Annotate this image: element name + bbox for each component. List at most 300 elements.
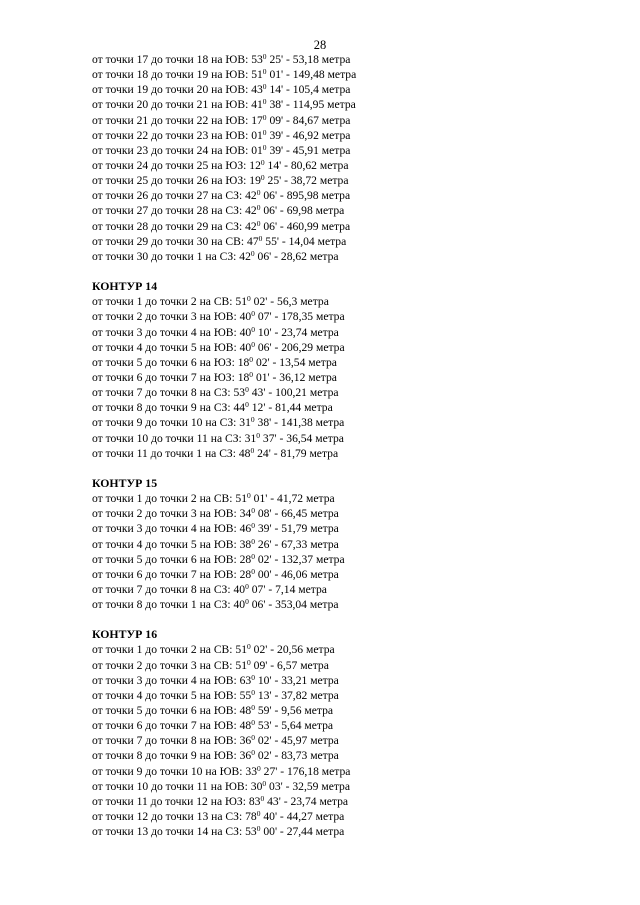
to-point: 2 xyxy=(190,643,197,657)
bearing-line: от точки 11 до точки 1 на СЗ: $48^0$ 24' - 81,79 метра xyxy=(92,445,339,460)
bearing-line: от точки 17 до точки 18 на ЮВ: $53^0$ 25' - 53,18 метра xyxy=(92,52,351,66)
direction: ЮЗ xyxy=(225,158,244,172)
from-point: 21 xyxy=(136,113,149,127)
distance: 44,27 xyxy=(286,810,313,824)
degree-mark: 0 xyxy=(245,400,249,410)
bearing-line: от точки 9 до точки 10 на ЮВ: $33^0$ 27' - 176,18 метра xyxy=(92,763,351,778)
bearing-line: от точки 8 до точки 9 на ЮВ: $36^0$ 02' - 83,73 метра xyxy=(92,748,339,763)
from-point: 6 xyxy=(136,719,143,733)
direction: ЮВ xyxy=(225,113,246,127)
degree-mark: 0 xyxy=(245,597,249,607)
from-point: 2 xyxy=(136,658,143,672)
to-point: 28 xyxy=(196,204,209,218)
degrees: 53 xyxy=(245,825,257,839)
minutes: 59 xyxy=(257,704,270,718)
from-point: 2 xyxy=(136,507,143,521)
to-point: 20 xyxy=(196,83,209,97)
to-point: 10 xyxy=(190,416,203,430)
page-number: 28 xyxy=(313,38,327,52)
to-point: 5 xyxy=(190,340,197,354)
from-point: 28 xyxy=(136,219,149,233)
bearing-line: от точки 2 до точки 3 на СВ: $51^0$ 09' - 6,57 метра xyxy=(92,657,329,672)
minutes: 00 xyxy=(257,567,270,581)
to-point: 30 xyxy=(196,234,209,248)
bearing-line: от точки 3 до точки 4 на ЮВ: $46^0$ 39' - 51,79 метра xyxy=(92,521,339,536)
from-point: 4 xyxy=(136,537,143,551)
to-point: 12 xyxy=(196,794,208,808)
to-point: 4 xyxy=(190,325,197,339)
bearing-line: от точки 7 до точки 8 на СЗ: $53^0$ 43' - 100,21 метра xyxy=(92,385,339,400)
minutes: 02 xyxy=(257,734,270,748)
to-point: 10 xyxy=(190,764,203,778)
direction: ЮВ xyxy=(213,537,234,551)
direction: ЮВ xyxy=(213,340,234,354)
minutes: 10 xyxy=(257,325,270,339)
direction: ЮВ xyxy=(213,719,234,733)
distance: 36,12 xyxy=(279,370,306,384)
degrees: 36 xyxy=(239,734,252,748)
distance: 23,74 xyxy=(281,325,308,339)
direction: ЮВ xyxy=(213,567,234,581)
minutes: 09 xyxy=(253,658,266,672)
minutes: 08 xyxy=(257,507,270,521)
distance: 460,99 xyxy=(286,219,319,233)
degrees: 18 xyxy=(237,370,250,384)
to-point: 29 xyxy=(196,219,209,233)
minutes: 14 xyxy=(269,83,282,97)
degrees: 43 xyxy=(251,83,263,97)
direction: ЮВ xyxy=(225,143,246,157)
degrees: 63 xyxy=(239,673,252,687)
minutes: 25 xyxy=(269,53,282,66)
degrees: 53 xyxy=(233,386,246,400)
degree-mark: 0 xyxy=(256,218,261,228)
from-point: 7 xyxy=(136,734,143,748)
degrees: 38 xyxy=(239,537,252,551)
degree-mark: 0 xyxy=(262,142,267,152)
bearing-line: от точки 8 до точки 9 на СЗ: $44^0$ 12' - 81,44 метра xyxy=(92,400,333,415)
minutes: 06 xyxy=(251,598,264,612)
minutes: 38 xyxy=(257,416,270,430)
direction: СЗ xyxy=(225,825,239,839)
from-point: 7 xyxy=(136,386,143,400)
minutes: 26 xyxy=(257,537,270,551)
minutes: 01 xyxy=(253,492,266,506)
from-point: 11 xyxy=(136,794,148,808)
distance: 28,62 xyxy=(280,249,307,263)
from-point: 23 xyxy=(136,143,149,157)
minutes: 06 xyxy=(257,249,270,263)
distance: 7,14 xyxy=(275,582,296,596)
from-point: 10 xyxy=(136,779,149,793)
direction: СЗ xyxy=(213,598,228,612)
to-point: 11 xyxy=(196,431,208,445)
degree-mark: 0 xyxy=(247,642,251,652)
to-point: 19 xyxy=(196,68,209,82)
to-point: 7 xyxy=(190,567,197,581)
bearing-line: от точки 4 до точки 5 на ЮВ: $38^0$ 26' - 67,33 метра xyxy=(92,536,339,551)
bearing-line: от точки 19 до точки 20 на ЮВ: $43^0$ 14' - 105,4 метра xyxy=(92,82,351,97)
direction: ЮВ xyxy=(213,688,234,702)
from-point: 10 xyxy=(136,431,149,445)
to-point: 2 xyxy=(190,492,197,506)
from-point: 6 xyxy=(136,567,143,581)
from-point: 27 xyxy=(136,204,149,218)
direction: СЗ xyxy=(225,219,239,233)
from-point: 3 xyxy=(136,325,143,339)
degree-mark: 0 xyxy=(251,551,255,561)
degree-mark: 0 xyxy=(247,491,251,501)
to-point: 4 xyxy=(190,673,197,687)
degrees: 28 xyxy=(239,567,252,581)
degree-mark: 0 xyxy=(247,294,251,304)
direction: ЮВ xyxy=(213,507,234,521)
degree-mark: 0 xyxy=(260,173,265,183)
degree-mark: 0 xyxy=(260,793,265,803)
direction: ЮВ xyxy=(225,128,246,142)
direction: ЮВ xyxy=(213,704,234,718)
minutes: 02 xyxy=(253,643,266,657)
direction: СЗ xyxy=(219,416,234,430)
degrees: 42 xyxy=(245,219,257,233)
bearing-line: от точки 12 до точки 13 на СЗ: $78^0$ 40' - 44,27 метра xyxy=(92,809,345,824)
degree-mark: 0 xyxy=(245,385,249,395)
contour-heading: КОНТУР 14 xyxy=(92,279,158,294)
from-point: 13 xyxy=(136,825,149,839)
bearing-line: от точки 5 до точки 6 на ЮЗ: $18^0$ 02' - 13,54 метра xyxy=(92,354,337,369)
degree-mark: 0 xyxy=(251,718,255,728)
distance: 80,62 xyxy=(290,158,317,172)
to-point: 2 xyxy=(190,295,197,309)
distance: 45,97 xyxy=(281,734,308,748)
direction: СЗ xyxy=(213,582,228,596)
contour-heading: КОНТУР 15 xyxy=(92,475,158,490)
bearing-line: от точки 1 до точки 2 на СВ: $51^0$ 01' - 41,72 метра xyxy=(92,491,335,506)
bearing-line: от точки 20 до точки 21 на ЮВ: $41^0$ 38' - 114,95 метра xyxy=(92,97,356,112)
direction: ЮВ xyxy=(225,53,246,66)
degrees: 51 xyxy=(235,492,248,506)
degree-mark: 0 xyxy=(249,369,254,379)
from-point: 26 xyxy=(136,189,149,203)
degrees: 33 xyxy=(245,764,257,778)
direction: СВ xyxy=(213,295,230,309)
degrees: 40 xyxy=(239,310,252,324)
degree-mark: 0 xyxy=(251,703,255,713)
distance: 20,56 xyxy=(277,643,304,657)
degree-mark: 0 xyxy=(249,354,254,364)
degrees: 51 xyxy=(235,643,248,657)
to-point: 6 xyxy=(190,355,197,369)
minutes: 09 xyxy=(269,113,282,127)
degree-mark: 0 xyxy=(251,309,255,319)
degrees: 01 xyxy=(251,128,263,142)
bearing-line: от точки 1 до точки 2 на СВ: $51^0$ 02' - 20,56 метра xyxy=(92,642,335,657)
degrees: 44 xyxy=(233,401,246,415)
direction: ЮЗ xyxy=(225,794,243,808)
minutes: 39 xyxy=(269,128,282,142)
minutes: 07 xyxy=(257,310,270,324)
degree-mark: 0 xyxy=(262,778,267,788)
to-point: 1 xyxy=(196,249,203,263)
from-point: 30 xyxy=(136,249,149,263)
degrees: 40 xyxy=(233,598,246,612)
distance: 36,54 xyxy=(286,431,313,445)
distance: 5,64 xyxy=(281,719,302,733)
direction: ЮЗ xyxy=(225,174,244,188)
degrees: 47 xyxy=(247,234,259,248)
degrees: 31 xyxy=(239,416,251,430)
to-point: 3 xyxy=(190,658,197,672)
direction: ЮВ xyxy=(213,325,234,339)
degrees: 01 xyxy=(251,143,263,157)
from-point: 9 xyxy=(136,764,143,778)
to-point: 5 xyxy=(190,537,197,551)
distance: 149,48 xyxy=(292,68,325,82)
bearing-line: от точки 25 до точки 26 на ЮЗ: $19^0$ 25' - 38,72 метра xyxy=(92,173,349,188)
degrees: 42 xyxy=(245,189,257,203)
degrees: 51 xyxy=(235,295,248,309)
degree-mark: 0 xyxy=(247,657,251,667)
bearing-line: от точки 5 до точки 6 на ЮВ: $48^0$ 59' - 9,56 метра xyxy=(92,703,334,718)
degrees: 78 xyxy=(245,810,257,824)
to-point: 8 xyxy=(190,582,197,596)
direction: ЮВ xyxy=(213,734,234,748)
minutes: 01 xyxy=(269,68,282,82)
section-gap xyxy=(92,612,612,627)
distance: 32,59 xyxy=(292,779,319,793)
from-point: 1 xyxy=(136,295,143,309)
minutes: 00 xyxy=(263,825,275,839)
to-point: 1 xyxy=(190,598,197,612)
from-point: 9 xyxy=(136,416,143,430)
minutes: 06 xyxy=(263,189,275,203)
from-point: 4 xyxy=(136,340,143,354)
bearing-line: от точки 30 до точки 1 на СЗ: $42^0$ 06' - 28,62 метра xyxy=(92,248,339,263)
to-point: 25 xyxy=(196,158,209,172)
section-gap xyxy=(92,264,612,279)
degree-mark: 0 xyxy=(251,748,255,758)
to-point: 13 xyxy=(196,810,209,824)
bearing-line: от точки 10 до точки 11 на ЮВ: $30^0$ 03' - 32,59 метра xyxy=(92,778,351,793)
bearing-line: от точки 10 до точки 11 на СЗ: $31^0$ 37' - 36,54 метра xyxy=(92,430,344,445)
from-point: 1 xyxy=(136,643,143,657)
to-point: 14 xyxy=(196,825,209,839)
bearing-line: от точки 4 до точки 5 на ЮВ: $55^0$ 13' - 37,82 метра xyxy=(92,687,339,702)
bearing-line: от точки 28 до точки 29 на СЗ: $42^0$ 06' - 460,99 метра xyxy=(92,218,351,233)
to-point: 27 xyxy=(196,189,209,203)
degree-mark: 0 xyxy=(262,67,267,77)
minutes: 06 xyxy=(257,340,270,354)
from-point: 29 xyxy=(136,234,149,248)
degree-mark: 0 xyxy=(256,188,261,198)
bearing-line: от точки 27 до точки 28 на СЗ: $42^0$ 06' - 69,98 метра xyxy=(92,203,345,218)
direction: СВ xyxy=(225,234,241,248)
direction: ЮВ xyxy=(225,98,246,112)
bearing-line: от точки 21 до точки 22 на ЮВ: $17^0$ 09' - 84,67 метра xyxy=(92,112,351,127)
minutes: 07 xyxy=(251,582,264,596)
bearing-line: от точки 5 до точки 6 на ЮВ: $28^0$ 02' - 132,37 метра xyxy=(92,551,345,566)
direction: СЗ xyxy=(213,401,228,415)
degree-mark: 0 xyxy=(251,521,255,531)
bearing-line: от точки 26 до точки 27 на СЗ: $42^0$ 06' - 895,98 метра xyxy=(92,188,351,203)
minutes: 55 xyxy=(265,234,277,248)
from-point: 22 xyxy=(136,128,149,142)
minutes: 39 xyxy=(257,522,270,536)
degrees: 17 xyxy=(251,113,263,127)
distance: 23,74 xyxy=(290,794,317,808)
degree-mark: 0 xyxy=(262,112,267,122)
from-point: 19 xyxy=(136,83,149,97)
direction: ЮВ xyxy=(213,522,234,536)
distance: 38,72 xyxy=(290,174,317,188)
degrees: 48 xyxy=(239,704,252,718)
from-point: 17 xyxy=(136,53,149,66)
degrees: 34 xyxy=(239,507,252,521)
bearing-line: от точки 7 до точки 8 на ЮВ: $36^0$ 02' - 45,97 метра xyxy=(92,733,339,748)
bearing-line: от точки 2 до точки 3 на ЮВ: $40^0$ 07' - 178,35 метра xyxy=(92,309,345,324)
bearing-line: от точки 3 до точки 4 на ЮВ: $63^0$ 10' - 33,21 метра xyxy=(92,672,339,687)
bearing-line: от точки 23 до точки 24 на ЮВ: $01^0$ 39' - 45,91 метра xyxy=(92,142,351,157)
from-point: 6 xyxy=(136,370,143,384)
direction: ЮЗ xyxy=(213,370,232,384)
bearing-line: от точки 6 до точки 7 на ЮВ: $48^0$ 53' - 5,64 метра xyxy=(92,718,334,733)
from-point: 5 xyxy=(136,355,143,369)
degrees: 42 xyxy=(239,249,251,263)
degree-mark: 0 xyxy=(257,763,261,773)
bearing-line: от точки 24 до точки 25 на ЮЗ: $12^0$ 14' - 80,62 метра xyxy=(92,157,349,172)
direction: ЮВ xyxy=(213,749,234,763)
distance: 51,79 xyxy=(281,522,308,536)
degree-mark: 0 xyxy=(251,324,255,334)
bearing-line: от точки 6 до точки 7 на ЮЗ: $18^0$ 01' - 36,12 метра xyxy=(92,369,337,384)
distance: 14,04 xyxy=(288,234,315,248)
bearing-line: от точки 22 до точки 23 на ЮВ: $01^0$ 39' - 46,92 метра xyxy=(92,127,351,142)
degrees: 40 xyxy=(239,325,252,339)
distance: 13,54 xyxy=(279,355,306,369)
to-point: 3 xyxy=(190,310,197,324)
from-point: 1 xyxy=(136,492,143,506)
degree-mark: 0 xyxy=(256,809,261,819)
minutes: 03 xyxy=(269,779,281,793)
to-point: 22 xyxy=(196,113,209,127)
to-point: 8 xyxy=(190,734,197,748)
degrees: 51 xyxy=(251,68,263,82)
degree-mark: 0 xyxy=(256,430,261,440)
degree-mark: 0 xyxy=(256,203,261,213)
to-point: 7 xyxy=(190,719,197,733)
from-point: 3 xyxy=(136,673,143,687)
minutes: 43 xyxy=(251,386,264,400)
degree-mark: 0 xyxy=(251,506,255,516)
bearing-line: от точки 29 до точки 30 на СВ: $47^0$ 55' - 14,04 метра xyxy=(92,233,347,248)
bearing-line: от точки 2 до точки 3 на ЮВ: $34^0$ 08' - 66,45 метра xyxy=(92,506,339,521)
minutes: 25 xyxy=(267,174,280,188)
distance: 206,29 xyxy=(281,340,314,354)
degree-mark: 0 xyxy=(262,52,267,61)
degrees: 40 xyxy=(239,340,252,354)
to-point: 3 xyxy=(190,507,197,521)
minutes: 13 xyxy=(257,688,270,702)
bearing-line: от точки 9 до точки 10 на СЗ: $31^0$ 38' - 141,38 метра xyxy=(92,415,345,430)
distance: 84,67 xyxy=(292,113,319,127)
degrees: 30 xyxy=(250,779,263,793)
bearing-line: от точки 18 до точки 19 на ЮВ: $51^0$ 01' - 149,48 метра xyxy=(92,67,357,82)
bearing-line: от точки 6 до точки 7 на ЮВ: $28^0$ 00' - 46,06 метра xyxy=(92,566,339,581)
direction: СЗ xyxy=(225,189,239,203)
minutes: 27 xyxy=(263,764,276,778)
distance: 67,33 xyxy=(281,537,308,551)
direction: ЮВ xyxy=(225,83,246,97)
from-point: 24 xyxy=(136,158,149,172)
minutes: 39 xyxy=(269,143,282,157)
minutes: 43 xyxy=(267,794,279,808)
distance: 33,21 xyxy=(281,673,308,687)
distance: 895,98 xyxy=(286,189,319,203)
from-point: 5 xyxy=(136,552,143,566)
distance: 46,06 xyxy=(281,567,308,581)
degrees: 51 xyxy=(235,658,248,672)
distance: 100,21 xyxy=(275,386,307,400)
degree-mark: 0 xyxy=(251,672,255,682)
to-point: 26 xyxy=(196,174,209,188)
minutes: 37 xyxy=(262,431,275,445)
degrees: 55 xyxy=(239,688,252,702)
degree-mark: 0 xyxy=(245,581,249,591)
from-point: 5 xyxy=(136,704,143,718)
to-point: 6 xyxy=(190,704,197,718)
to-point: 21 xyxy=(196,98,209,112)
minutes: 53 xyxy=(257,719,270,733)
degrees: 18 xyxy=(237,355,250,369)
minutes: 02 xyxy=(253,295,266,309)
degrees: 48 xyxy=(238,446,251,460)
direction: ЮВ xyxy=(225,68,246,82)
degrees: 28 xyxy=(239,552,252,566)
degree-mark: 0 xyxy=(260,157,265,167)
degree-mark: 0 xyxy=(250,248,255,258)
distance: 56,3 xyxy=(277,295,298,309)
from-point: 4 xyxy=(136,688,143,702)
degrees: 36 xyxy=(239,749,252,763)
distance: 53,18 xyxy=(292,53,319,66)
degrees: 42 xyxy=(245,204,257,218)
direction: ЮВ xyxy=(219,764,240,778)
degree-mark: 0 xyxy=(251,733,255,743)
minutes: 06 xyxy=(263,219,275,233)
degree-mark: 0 xyxy=(251,339,255,349)
distance: 83,73 xyxy=(281,749,308,763)
to-point: 6 xyxy=(190,552,197,566)
from-point: 3 xyxy=(136,522,143,536)
contour-heading: КОНТУР 16 xyxy=(92,627,158,642)
minutes: 24 xyxy=(257,446,269,460)
distance: 6,57 xyxy=(277,658,298,672)
direction: ЮВ xyxy=(213,310,234,324)
from-point: 18 xyxy=(136,68,149,82)
direction: СЗ xyxy=(213,386,228,400)
to-point: 4 xyxy=(190,522,197,536)
to-point: 8 xyxy=(190,386,197,400)
direction: ЮВ xyxy=(225,779,245,793)
distance: 69,98 xyxy=(286,204,313,218)
to-point: 9 xyxy=(190,401,197,415)
direction: СВ xyxy=(213,492,230,506)
to-point: 24 xyxy=(196,143,209,157)
degrees: 46 xyxy=(239,522,252,536)
section-gap xyxy=(92,461,612,476)
degree-mark: 0 xyxy=(251,687,255,697)
bearing-line: от точки 1 до точки 2 на СВ: $51^0$ 02' - 56,3 метра xyxy=(92,294,329,309)
